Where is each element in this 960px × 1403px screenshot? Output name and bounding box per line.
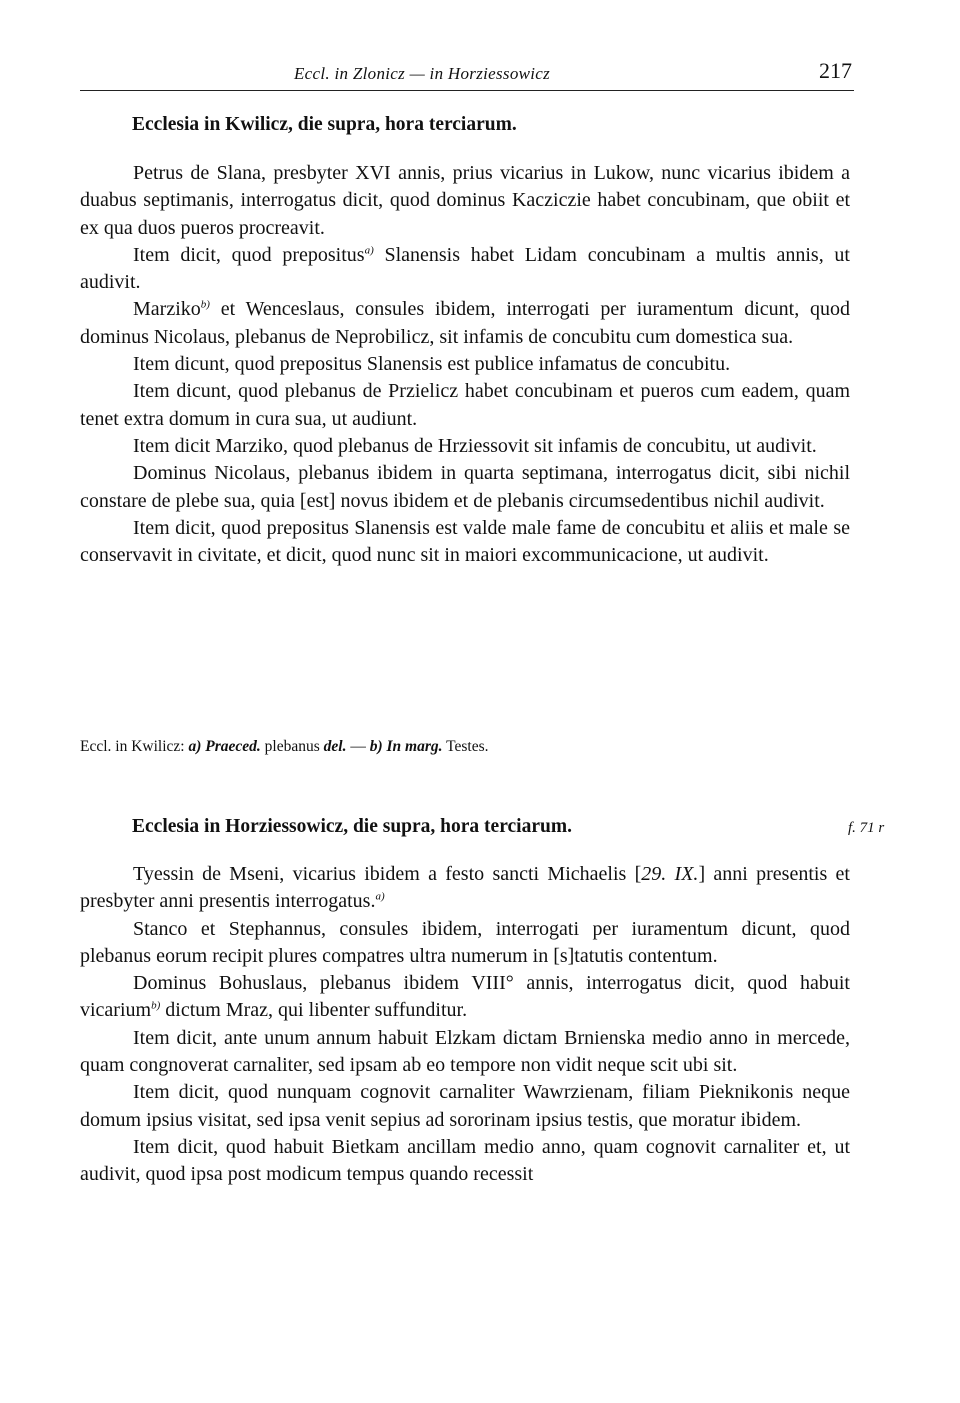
date-reference: 29. IX. (641, 863, 699, 885)
footnote-marker: a) (364, 244, 374, 257)
section-heading-kwilicz: Ecclesia in Kwilicz, die supra, hora terciarum. (132, 114, 517, 135)
paragraph (80, 296, 850, 351)
section-body-kwilicz (80, 160, 850, 569)
note-label-a: Praeced. (205, 738, 261, 755)
paragraph-text: Item dicit, quod prepositus (133, 243, 365, 266)
critical-apparatus-note (80, 738, 489, 756)
section-body-horziessowicz (80, 861, 850, 1189)
paragraph-text: et Wenceslaus, consules ibidem, interrogati per iuramentum dicunt, quod dominus Nicolaus, plebanus de Neprobilicz, sit infamis de concubitu cum domestica sua. (80, 298, 850, 348)
running-header (80, 56, 854, 91)
note-separator: — (346, 738, 370, 755)
paragraph: Item dicit, quod nunquam cognovit carnaliter Wawrzienam, filiam Pieknikonis neque domum ipsius visitat, sed ipsa venit sepius ad sororinam ipsius testis, que moratur ibidem. (80, 1081, 850, 1131)
footnote-marker: a) (375, 890, 385, 903)
note-label-b: In marg. (386, 738, 443, 755)
section-heading-horziessowicz: Ecclesia in Horziessowicz, die supra, hora terciarum. (132, 816, 572, 837)
note-marker-a: a) (188, 738, 202, 755)
paragraph: Petrus de Slana, presbyter XVI annis, prius vicarius in Lukow, nunc vicarius ibidem a duabus septimanis, interrogatus dicit, quod dominus Kacziczie habet concubinam, que obiit et ex qua duos pueros procreavit. (80, 162, 850, 239)
running-title: Eccl. in Zlonicz — in Horziessowicz (294, 64, 551, 83)
paragraph: Item dicunt, quod plebanus de Przielicz habet concubinam et pueros cum eadem, quam tenet extra domum in cura sua, ut audiunt. (80, 380, 850, 430)
folio-margin-note: f. 71 r (848, 820, 885, 836)
note-text-a: plebanus (260, 738, 324, 755)
paragraph: Item dicit, quod habuit Bietkam ancillam medio anno, quam cognovit carnaliter et, ut audivit, quod ipsa post modicum tempus quando recessit (80, 1135, 850, 1186)
paragraph: Item dicit Marziko, quod plebanus de Hrziessovit sit infamis de concubitu, ut audivit. (133, 434, 817, 457)
note-lead: Eccl. in Kwilicz: (80, 738, 189, 755)
page-number: 217 (819, 58, 852, 83)
paragraph-text: ] anni presentis et presbyter anni presentis interrogatus. (80, 863, 850, 913)
paragraph-text: Slanensis habet Lidam concubinam a multis annis, ut audivit. (80, 243, 850, 294)
paragraph: Dominus Nicolaus, plebanus ibidem in quarta septimana, interrogatus dicit, sibi nichil constare de plebe sua, quia [est] novus ibidem et de plebanis circumsedentibus nichil audivit. (80, 462, 850, 512)
paragraph (80, 242, 850, 297)
paragraph: Item dicit, ante unum annum habuit Elzkam dictam Brnienska medio anno in mercede, quam congnoverat carnaliter, sed ipsam ab eo tempore non vidit neque scit ubi sit. (80, 1026, 850, 1077)
note-del: del. (323, 738, 347, 755)
paragraph-text: dictum Mraz, qui libenter suffunditur. (160, 999, 468, 1022)
paragraph-text: Dominus Bohuslaus, plebanus ibidem VIII° annis, interrogatus dicit, quod habuit vicarium (80, 972, 850, 1022)
footnote-marker: b) (200, 298, 210, 311)
footnote-marker: b) (151, 999, 161, 1012)
paragraph-text: Marziko (133, 298, 201, 321)
paragraph-text: Tyessin de Mseni, vicarius ibidem a festo sancti Michaelis [ (133, 863, 642, 885)
note-text-b: Testes. (442, 738, 489, 755)
note-marker-b: b) (369, 738, 383, 755)
paragraph: Item dicit, quod prepositus Slanensis est valde male fame de concubitu et aliis et male se conservavit in civitate, et dicit, quod nunc sit in maiori excommunicacione, ut audivit. (80, 516, 850, 567)
paragraph: Item dicunt, quod prepositus Slanensis est publice infamatus de concubitu. (133, 353, 731, 376)
paragraph (80, 861, 850, 916)
paragraph: Stanco et Stephannus, consules ibidem, interrogati per iuramentum dicunt, quod plebanus eorum recipit plures compatres ultra numerum in [s]tatutis contentum. (80, 917, 850, 967)
paragraph (80, 970, 850, 1025)
